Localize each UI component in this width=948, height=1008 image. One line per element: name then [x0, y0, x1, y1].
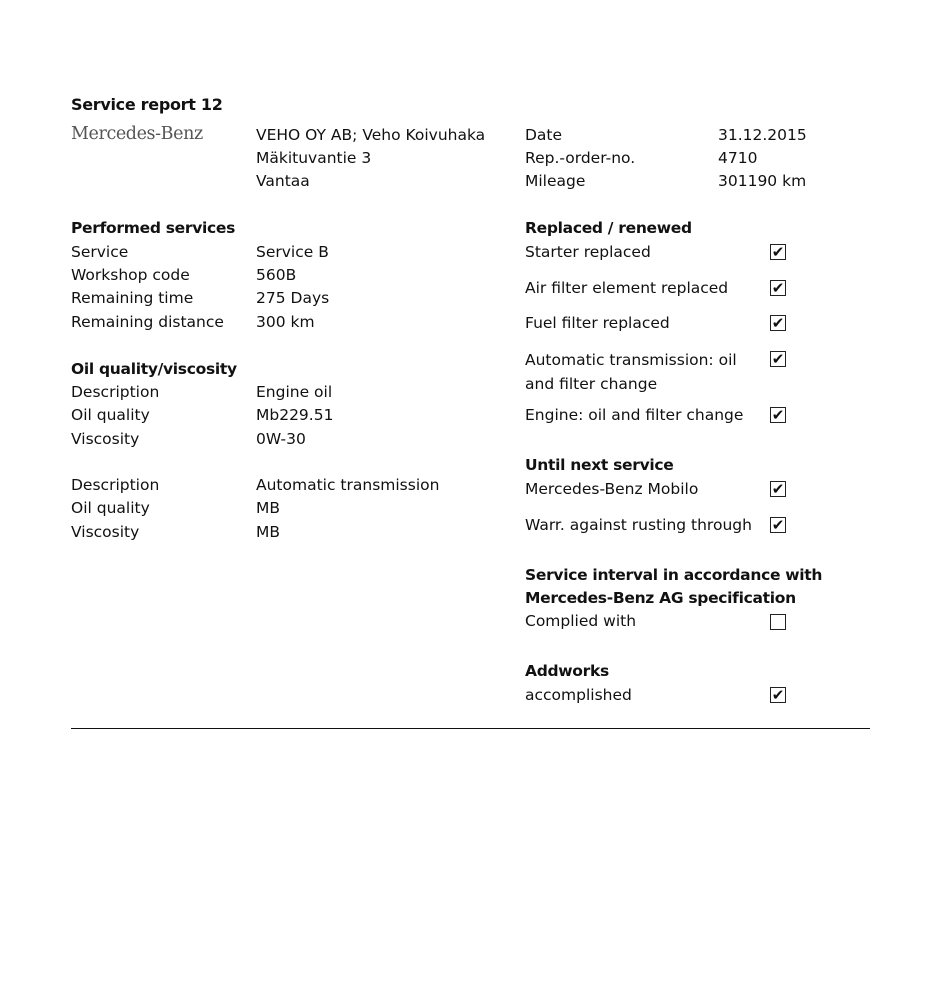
- oil-label: Oil quality: [71, 499, 150, 517]
- checkbox: ✔: [771, 313, 785, 332]
- performed-heading: Performed services: [71, 219, 236, 237]
- interval-heading: Service interval in accordance with: [525, 566, 823, 584]
- checkbox: ✔: [771, 405, 785, 424]
- meta-date-value: 31.12.2015: [718, 126, 807, 144]
- next-service-heading: Until next service: [525, 456, 674, 474]
- oil-label: Viscosity: [71, 430, 140, 448]
- oil-value: Automatic transmission: [256, 476, 440, 494]
- meta-order-value: 4710: [718, 149, 758, 167]
- performed-label: Service: [71, 243, 129, 261]
- checkbox: ✔: [771, 479, 785, 498]
- oil-value: MB: [256, 499, 281, 517]
- checkbox: ✔: [771, 515, 785, 534]
- replaced-heading: Replaced / renewed: [525, 219, 692, 237]
- addworks-heading: Addworks: [525, 662, 609, 680]
- checkbox: ✔: [771, 685, 785, 704]
- dealer-city: Vantaa: [256, 172, 310, 190]
- dealer-name: VEHO OY AB; Veho Koivuhaka: [256, 126, 486, 144]
- performed-value: 275 Days: [256, 289, 330, 307]
- dealer-street: Mäkituvantie 3: [256, 149, 372, 167]
- meta-mileage-value: 301190 km: [718, 172, 807, 190]
- replaced-item-label: Fuel filter replaced: [525, 314, 670, 332]
- oil-label: Oil quality: [71, 406, 150, 424]
- divider: [71, 728, 870, 729]
- performed-label: Remaining distance: [71, 313, 224, 331]
- oil-value: 0W-30: [256, 430, 306, 448]
- interval-heading: Mercedes-Benz AG specification: [525, 589, 796, 607]
- checkbox: ✔: [771, 242, 785, 261]
- performed-value: Service B: [256, 243, 329, 261]
- performed-value: 560B: [256, 266, 297, 284]
- performed-value: 300 km: [256, 313, 315, 331]
- checkbox: ✔: [771, 278, 785, 297]
- meta-order-label: Rep.-order-no.: [525, 149, 636, 167]
- performed-label: Remaining time: [71, 289, 194, 307]
- checkbox: [770, 614, 786, 630]
- oil-value: Mb229.51: [256, 406, 334, 424]
- oil-label: Description: [71, 476, 160, 494]
- replaced-item-label: Automatic transmission: oil and filter change: [525, 351, 737, 394]
- report-title: Service report 12: [71, 95, 223, 114]
- oil-heading: Oil quality/viscosity: [71, 360, 237, 378]
- oil-label: Viscosity: [71, 523, 140, 541]
- meta-mileage-label: Mileage: [525, 172, 586, 190]
- addworks-item-label: accomplished: [525, 686, 632, 704]
- next-service-item-label: Mercedes-Benz Mobilo: [525, 480, 699, 498]
- performed-label: Workshop code: [71, 266, 190, 284]
- replaced-item-label: Air filter element replaced: [525, 279, 729, 297]
- next-service-item-label: Warr. against rusting through: [525, 516, 752, 534]
- oil-value: MB: [256, 523, 281, 541]
- brand-logo: Mercedes-Benz: [71, 124, 203, 144]
- meta-date-label: Date: [525, 126, 563, 144]
- replaced-item-label: Starter replaced: [525, 243, 651, 261]
- checkbox: ✔: [771, 349, 785, 368]
- oil-value: Engine oil: [256, 383, 333, 401]
- oil-label: Description: [71, 383, 160, 401]
- interval-item-label: Complied with: [525, 612, 637, 630]
- replaced-item-label: Engine: oil and filter change: [525, 406, 744, 424]
